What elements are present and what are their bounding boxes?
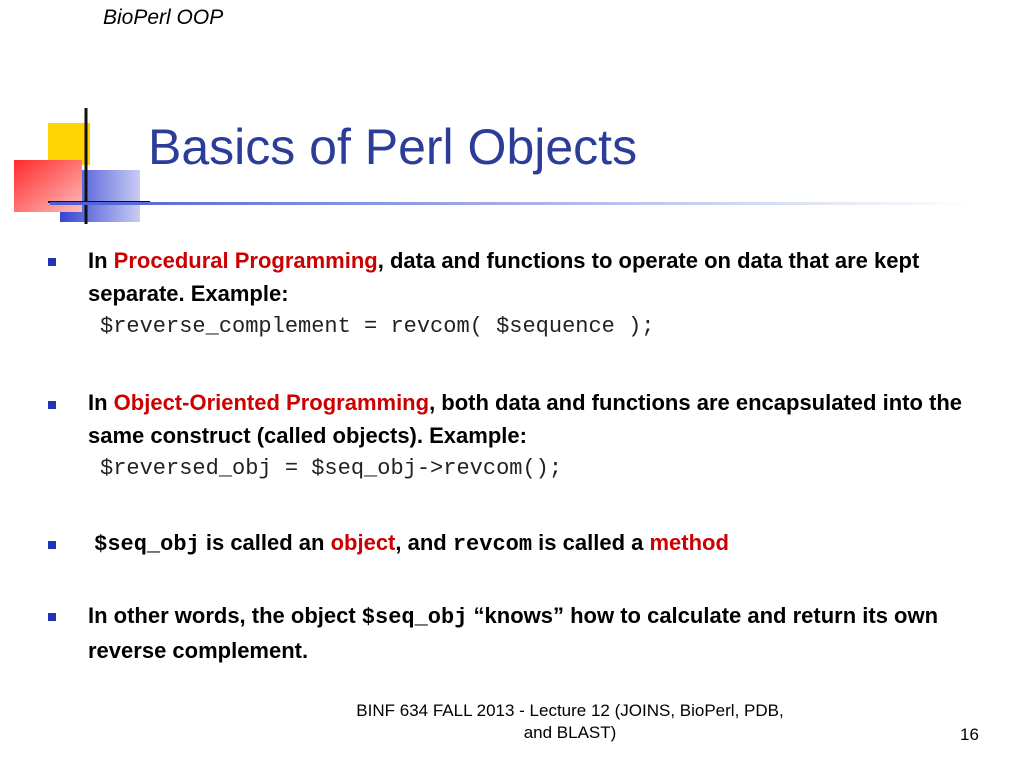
bullet-object-oriented (88, 386, 968, 452)
seq-obj-variable: $seq_obj (361, 605, 468, 630)
bullet-text: In (88, 390, 114, 415)
slide-title: Basics of Perl Objects (148, 119, 638, 175)
revcom-method-name: revcom (452, 532, 533, 557)
footer-line-1: BINF 634 FALL 2013 - Lecture 12 (JOINS, BioPerl, PDB, (356, 701, 784, 720)
bullet-marker (48, 258, 56, 266)
bullet-procedural (88, 244, 968, 310)
bullet-text: “knows” how to calculate and return its own reverse complement. (88, 603, 939, 663)
title-underline (50, 202, 970, 205)
bullet-in-other-words (88, 599, 968, 667)
object-oriented-programming-term: Object-Oriented Programming (113, 390, 430, 415)
header-topic: BioPerl OOP (103, 6, 224, 29)
bullet-text: , data and functions to operate on data that are kept separate. Example: (88, 248, 920, 306)
decorative-squares-graphic (0, 100, 160, 230)
footer-course-info (300, 700, 840, 744)
bullet-object-method (88, 526, 968, 561)
seq-obj-variable: $seq_obj (94, 532, 200, 557)
bullet-text: , and (395, 530, 453, 555)
bullet-text: , both data and functions are encapsulated into the same construct (called objects). Example: (88, 390, 963, 448)
object-term: object (330, 530, 396, 555)
method-term: method (649, 530, 729, 555)
bullet-marker (48, 541, 56, 549)
bullet-text: In other words, the object (88, 603, 362, 628)
footer-line-2: and BLAST) (523, 723, 617, 742)
bullet-marker (48, 401, 56, 409)
procedural-programming-term: Procedural Programming (113, 248, 378, 273)
bullet-text: In (88, 248, 114, 273)
code-example-procedural: $reverse_complement = revcom( $sequence ); (100, 314, 655, 339)
code-example-object-oriented: $reversed_obj = $seq_obj->revcom(); (100, 456, 563, 481)
page-number: 16 (960, 725, 979, 744)
bullet-marker (48, 613, 56, 621)
bullet-text: is called an (199, 530, 331, 555)
bullet-text: is called a (532, 530, 650, 555)
